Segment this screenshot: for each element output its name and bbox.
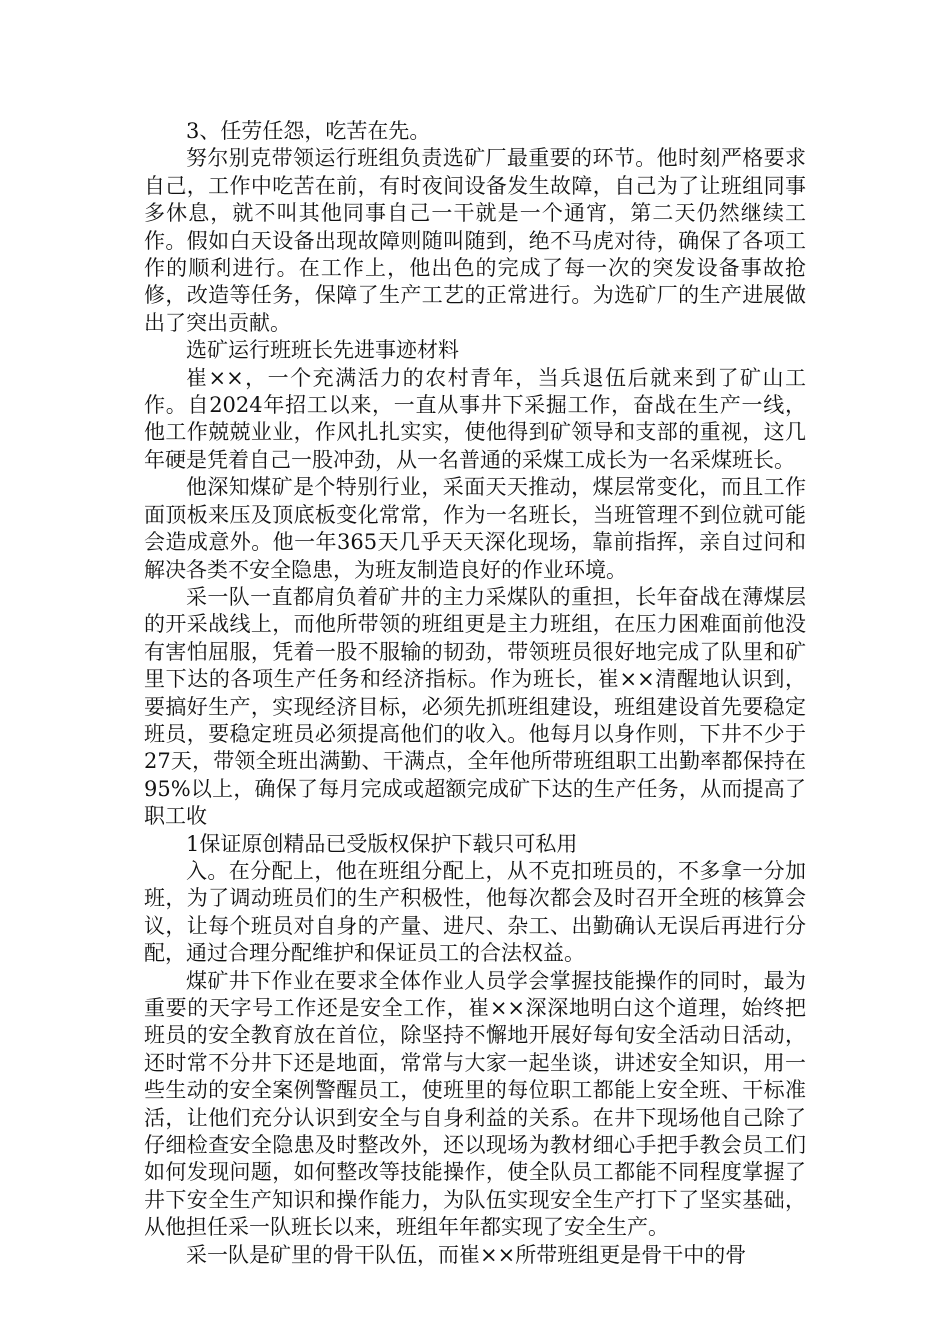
copyright-notice: 1保证原创精品已受版权保护下载只可私用	[186, 831, 578, 856]
paragraph: 努尔别克带领运行班组负责选矿厂最重要的环节。他时刻严格要求自己，工作中吃苦在前，有时夜间设备发生故障，自己为了让班组同事多休息，就不叫其他同事自己一干就是一个通宵，第二天仍然继续工作。假如白天设备出现故障则随叫随到，绝不马虎对待，确保了各项工作的顺利进行。在工作上，他出色的完成了每一次的突发设备事故抢修，改造等任务，保障了生产工艺的正常进行。为选矿厂的生产进展做出了突出贡献。	[144, 146, 806, 335]
paragraph: 崔××，一个充满活力的农村青年，当兵退伍后就来到了矿山工作。自2024年招工以来，一直从事井下采掘工作，奋战在生产一线，他工作兢兢业业，作风扎扎实实，使他得到矿领导和支部的重视，这几年硬是凭着自己一股冲劲，从一名普通的采煤工成长为一名采煤班长。	[144, 365, 806, 472]
section-heading: 3、任劳任怨，吃苦在先。	[186, 119, 431, 143]
paragraph: 采一队是矿里的骨干队伍，而崔××所带班组更是骨干中的骨	[186, 1242, 747, 1267]
paragraph: 采一队一直都肩负着矿井的主力采煤队的重担，长年奋战在薄煤层的开采战线上，而他所带领的班组更是主力班组，在压力困难面前他没有害怕屈服，凭着一股不服输的韧劲，带领班员很好地完成了队里和矿里下达的各项生产任务和经济指标。作为班长，崔××清醒地认识到，要搞好生产，实现经济目标，必须先抓班组建设，班组建设首先要稳定班员，要稳定班员必须提高他们的收入。他每月以身作则，下井不少于27天，带领全班出满勤、干满点，全年他所带班组职工出勤率都保持在95%以上，确保了每月完成或超额完成矿下达的生产任务，从而提高了职工收	[144, 584, 806, 829]
paragraph: 他深知煤矿是个特别行业，采面天天推动，煤层常变化，而且工作面顶板来压及顶底板变化常常，作为一名班长，当班管理不到位就可能会造成意外。他一年365天几乎天天深化现场，靠前指挥，亲自过问和解决各类不安全隐患，为班友制造良好的作业环境。	[144, 475, 806, 582]
document-body	[144, 118, 806, 1269]
article-title: 选矿运行班班长先进事迹材料	[186, 338, 459, 363]
paragraph: 入。在分配上，他在班组分配上，从不克扣班员的，不多拿一分加班，为了调动班员们的生产积极性，他每次都会及时召开全班的核算会议，让每个班员对自身的产量、进尺、杂工、出勤确认无误后再进行分配，通过合理分配维护和保证员工的合法权益。	[144, 858, 806, 966]
paragraph: 煤矿井下作业在要求全体作业人员学会掌握技能操作的同时，最为重要的天字号工作还是安全工作，崔××深深地明白这个道理，始终把班员的安全教育放在首位，除坚持不懈地开展好每旬安全活动日活动，还时常不分井下还是地面，常常与大家一起坐谈，讲述安全知识，用一些生动的安全案例警醒员工，使班里的每位职工都能上安全班、干标准活，让他们充分认识到安全与自身利益的关系。在井下现场他自己除了仔细检查安全隐患及时整改外，还以现场为教材细心手把手教会员工们如何发现问题，如何整改等技能操作，使全队员工都能不同程度掌握了井下安全生产知识和操作能力，为队伍实现安全生产打下了坚实基础，从他担任采一队班长以来，班组年年都实现了安全生产。	[144, 968, 806, 1240]
